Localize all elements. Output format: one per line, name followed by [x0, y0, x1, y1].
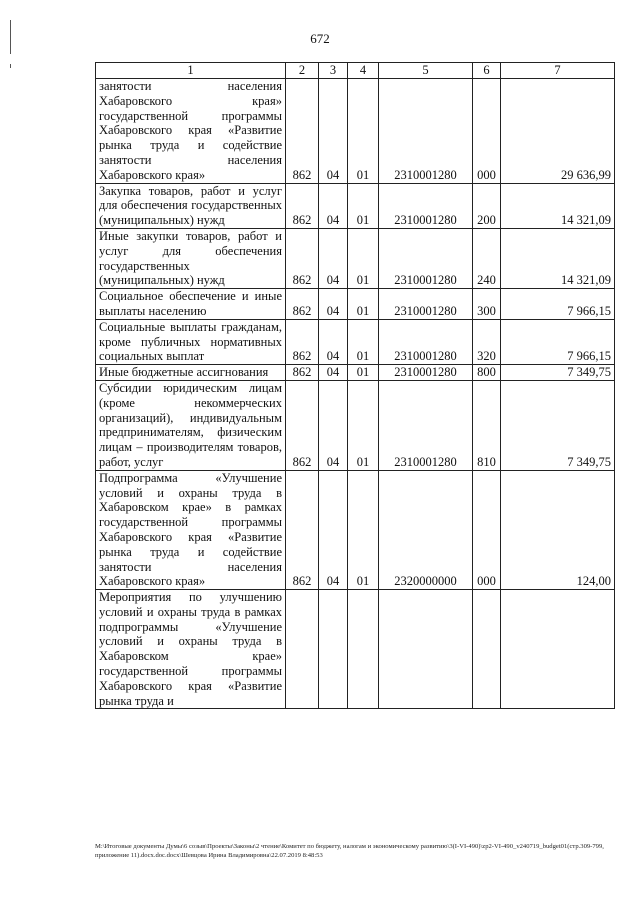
row-razdel	[319, 590, 348, 709]
row-sum: 124,00	[501, 470, 615, 589]
row-podrazdel: 01	[348, 289, 379, 320]
row-name: Иные бюджетные ассигнования	[96, 365, 286, 381]
page-number: 672	[310, 31, 330, 46]
row-ved: 862	[286, 289, 319, 320]
row-name: Подпрограмма «Улучшение условий и охраны труда в Хабаровском крае» в рамках государственной программы Хабаровского края «Развитие рынка труда и содействие занятости населения Хабаровского края»	[96, 470, 286, 589]
table-row	[96, 79, 615, 184]
row-name: занятости населения Хабаровского края» государственной программы Хабаровского края «Развитие рынка труда и содействие занятости населения Хабаровского края»	[96, 79, 286, 184]
row-podrazdel: 01	[348, 319, 379, 364]
row-razdel: 04	[319, 183, 348, 228]
row-podrazdel: 01	[348, 380, 379, 470]
row-ved: 862	[286, 365, 319, 381]
row-csr: 2310001280	[379, 289, 473, 320]
row-name: Иные закупки товаров, работ и услуг для обеспечения государственных (муниципальных) нужд	[96, 228, 286, 288]
row-podrazdel	[348, 590, 379, 709]
row-sum: 7 349,75	[501, 365, 615, 381]
row-razdel: 04	[319, 365, 348, 381]
row-razdel: 04	[319, 228, 348, 288]
row-razdel: 04	[319, 79, 348, 184]
row-sum: 14 321,09	[501, 228, 615, 288]
row-vr: 240	[473, 228, 501, 288]
table-row	[96, 470, 615, 589]
row-ved: 862	[286, 183, 319, 228]
row-vr: 000	[473, 470, 501, 589]
header-col-7: 7	[501, 63, 615, 79]
row-ved: 862	[286, 319, 319, 364]
row-ved	[286, 590, 319, 709]
row-ved: 862	[286, 470, 319, 589]
header-col-2: 2	[286, 63, 319, 79]
row-vr: 200	[473, 183, 501, 228]
budget-table	[95, 62, 615, 709]
row-sum: 7 966,15	[501, 289, 615, 320]
document-footer-path: М:\Итоговые документы Думы\6 созыв\Проекты\Законы\2 чтение\Комитет по бюджету, налогам и экономическому развитию\3(I-VI-490)\zp2-VI-490_v240719_budget01(стр.309-799, приложение 11).docx.doc.docx\Шевцова Ирина Владимировна\22.07.2019 8:48:53	[95, 843, 604, 859]
row-csr: 2310001280	[379, 183, 473, 228]
row-vr: 800	[473, 365, 501, 381]
row-name: Субсидии юридическим лицам (кроме некоммерческих организаций), индивидуальным предпринимателям, физическим лицам – производителям товаров, работ, услуг	[96, 380, 286, 470]
page-edge-mark	[10, 64, 11, 68]
header-col-3: 3	[319, 63, 348, 79]
row-vr: 320	[473, 319, 501, 364]
row-razdel: 04	[319, 289, 348, 320]
row-csr: 2310001280	[379, 365, 473, 381]
row-sum: 7 966,15	[501, 319, 615, 364]
header-col-5: 5	[379, 63, 473, 79]
row-csr: 2310001280	[379, 380, 473, 470]
table-row	[96, 183, 615, 228]
table-row	[96, 365, 615, 381]
table-header-row	[96, 63, 615, 79]
row-csr	[379, 590, 473, 709]
row-name: Социальное обеспечение и иные выплаты населению	[96, 289, 286, 320]
row-podrazdel: 01	[348, 470, 379, 589]
table-row	[96, 228, 615, 288]
row-razdel: 04	[319, 470, 348, 589]
table-row	[96, 319, 615, 364]
table-row	[96, 380, 615, 470]
row-vr: 300	[473, 289, 501, 320]
row-vr	[473, 590, 501, 709]
table-row	[96, 590, 615, 709]
row-name: Мероприятия по улучшению условий и охраны труда в рамках подпрограммы «Улучшение условий и охраны труда в Хабаровском крае» государственной программы Хабаровского края «Развитие рынка труда и	[96, 590, 286, 709]
row-vr: 810	[473, 380, 501, 470]
row-vr: 000	[473, 79, 501, 184]
row-csr: 2310001280	[379, 319, 473, 364]
row-sum: 7 349,75	[501, 380, 615, 470]
row-name: Закупка товаров, работ и услуг для обеспечения государственных (муниципальных) нужд	[96, 183, 286, 228]
row-sum	[501, 590, 615, 709]
row-razdel: 04	[319, 319, 348, 364]
row-podrazdel: 01	[348, 79, 379, 184]
row-podrazdel: 01	[348, 365, 379, 381]
row-sum: 29 636,99	[501, 79, 615, 184]
row-csr: 2320000000	[379, 470, 473, 589]
row-podrazdel: 01	[348, 228, 379, 288]
row-csr: 2310001280	[379, 79, 473, 184]
row-csr: 2310001280	[379, 228, 473, 288]
table-row	[96, 289, 615, 320]
row-name: Социальные выплаты гражданам, кроме публичных нормативных социальных выплат	[96, 319, 286, 364]
row-ved: 862	[286, 79, 319, 184]
row-ved: 862	[286, 228, 319, 288]
header-col-6: 6	[473, 63, 501, 79]
row-podrazdel: 01	[348, 183, 379, 228]
row-ved: 862	[286, 380, 319, 470]
row-sum: 14 321,09	[501, 183, 615, 228]
header-col-4: 4	[348, 63, 379, 79]
header-col-1: 1	[96, 63, 286, 79]
row-razdel: 04	[319, 380, 348, 470]
